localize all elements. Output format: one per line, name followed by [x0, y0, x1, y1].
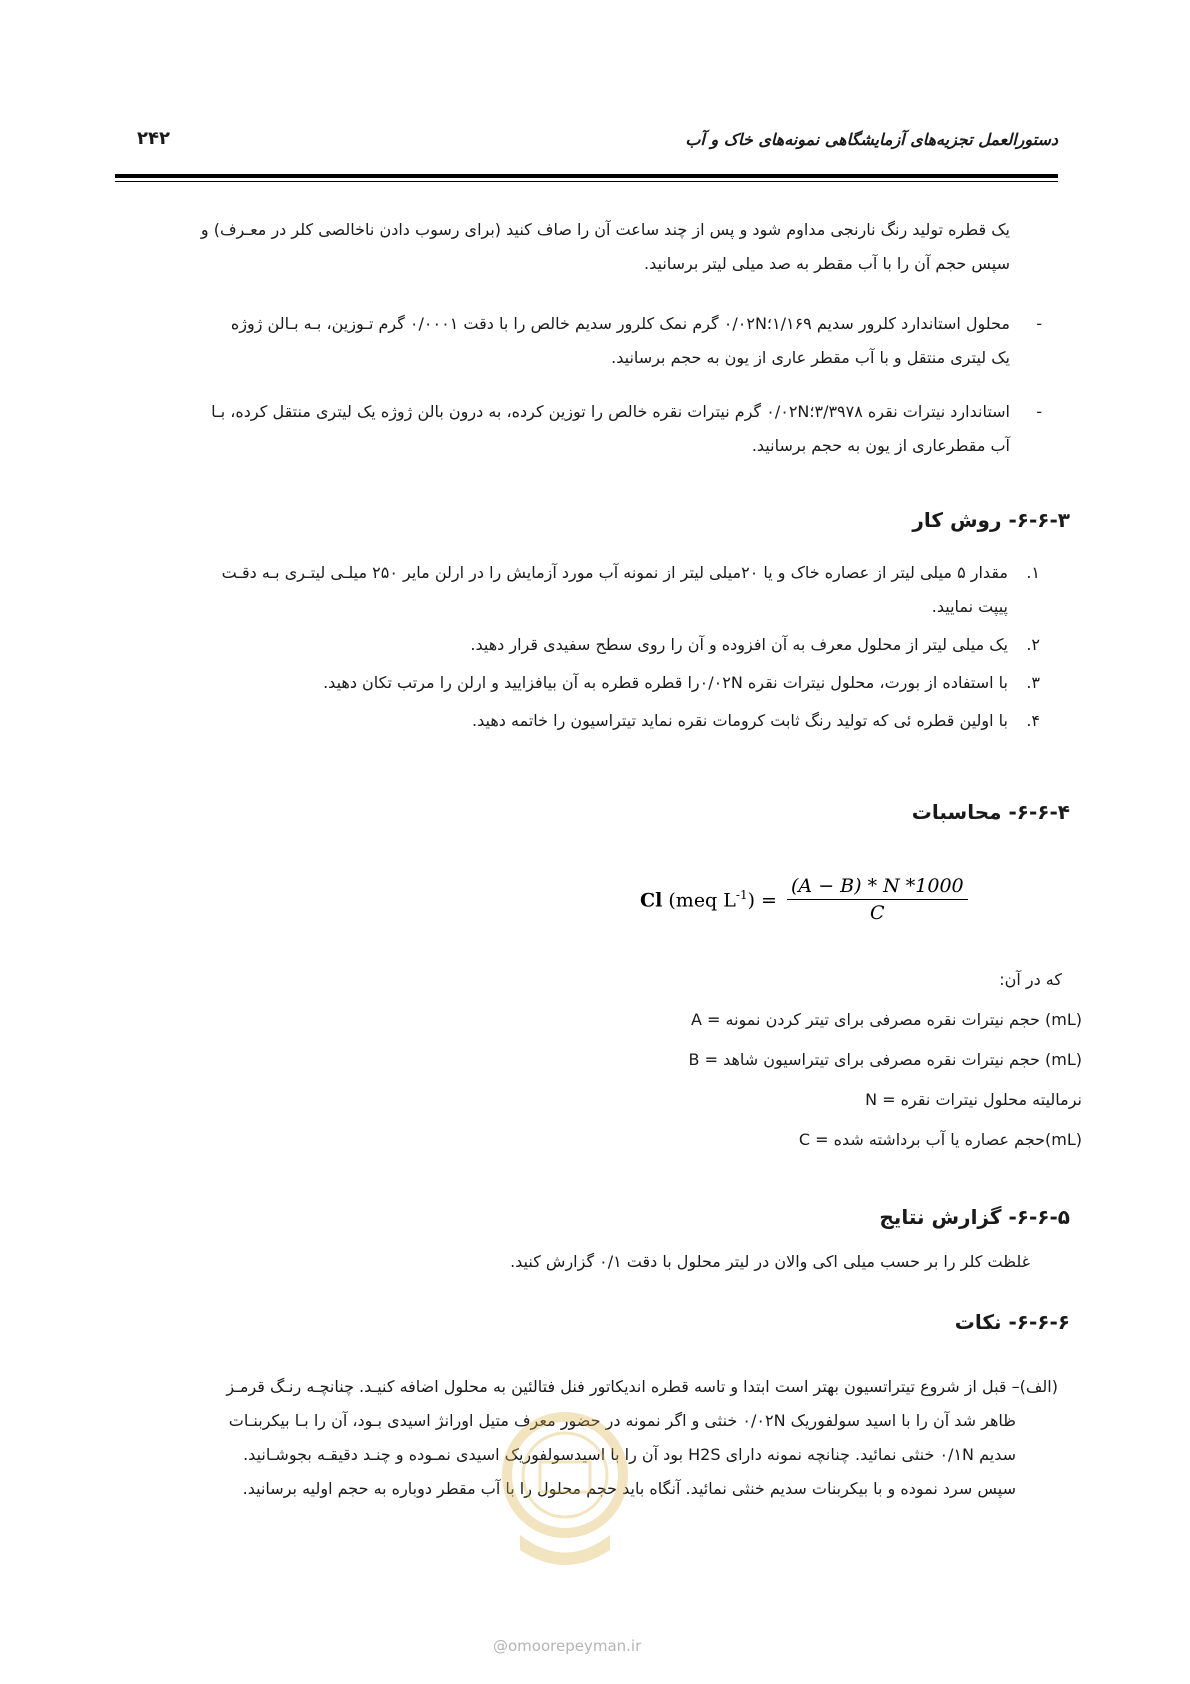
- procedure-step: [115, 666, 1040, 700]
- notes-line: ظاهر شد آن را با اسید سولفوریک ۰/۰۲N خنثی و اگر نمونه در حضور معرف متیل اورانژ اسیدی بـود، آن را بـا بیکربنـات: [228, 1411, 1016, 1430]
- procedure-step: [115, 628, 1040, 662]
- definition-text: A = حجم نیترات نقره مصرفی برای تیتر کردن نمونه (mL): [690, 1010, 1082, 1029]
- watermark-url: @omoorepeyman.ir: [493, 1637, 642, 1655]
- bullet-marker: -: [1036, 402, 1042, 421]
- step-number: ۱.: [1026, 563, 1040, 582]
- step-line: با استفاده از بورت، محلول نیترات نقره ۰/۰۲Nرا قطره قطره به آن بیافزایید و ارلن را مرتب تکان دهید.: [323, 673, 1008, 692]
- procedure-steps: [115, 556, 1040, 742]
- section-heading-report: ۶-۶-۵- گزارش نتایج: [879, 1205, 1070, 1229]
- step-line: یک میلی لیتر از محلول معرف به آن افزوده و آن را روی سطح سفیدی قرار دهید.: [470, 635, 1008, 654]
- watermark-scale: [540, 1462, 590, 1492]
- formula-symbol: Cl: [640, 889, 663, 912]
- definition-item: [689, 1120, 1082, 1160]
- bullet-marker: -: [1036, 314, 1042, 333]
- step-number: ۲.: [1026, 635, 1040, 654]
- chloride-formula: [640, 875, 968, 924]
- definition-item: [689, 1040, 1082, 1080]
- intro-line: سپس حجم آن را با آب مقطر به صد میلی لیتر برسانید.: [644, 254, 1010, 273]
- section-heading-calculations: ۶-۶-۴- محاسبات: [911, 800, 1070, 824]
- bullet-line: استاندارد نیترات نقره ۳/۳۹۷۸؛۰/۰۲N گرم نیترات نقره خالص را توزین کرده، به درون بالن ژوژه یک لیتری منتقل کرده، بـا: [211, 402, 1010, 421]
- step-line: با اولین قطره ئی که تولید رنگ ثابت کرومات نقره نماید تیتراسیون را خاتمه دهید.: [472, 711, 1008, 730]
- bullet-item-nacl-standard: [115, 307, 1042, 375]
- step-line: پیپت نمایید.: [931, 597, 1008, 616]
- notes-line: سدیم ۰/۱N خنثی نمائید. چنانچه نمونه دارای H2S بود آن را با اسیدسولفوریک اسیدی نمـوده و چنـد دقیقـه بجوشـانید.: [243, 1445, 1016, 1464]
- bullet-item-agno3-standard: [115, 395, 1042, 463]
- formula-lhs: [640, 888, 777, 911]
- definitions-intro: که در آن:: [999, 970, 1062, 989]
- step-number: ۴.: [1026, 711, 1040, 730]
- section-heading-procedure: ۶-۶-۳- روش کار: [912, 508, 1070, 532]
- intro-paragraph: [115, 213, 1010, 281]
- definition-item: [689, 1000, 1082, 1040]
- procedure-step: [115, 704, 1040, 738]
- variable-definitions: [688, 960, 1082, 1160]
- running-header-title: دستورالعمل تجزیه‌های آزمایشگاهی نمونه‌های خاک و آب: [685, 130, 1058, 149]
- formula-unit-exponent: -1: [735, 887, 748, 902]
- definition-text: N = نرمالیته محلول نیترات نقره: [865, 1090, 1082, 1109]
- procedure-step: [115, 556, 1040, 624]
- bullet-line: یک لیتری منتقل و با آب مقطر عاری از یون به حجم برسانید.: [611, 348, 1010, 367]
- step-line: مقدار ۵ میلی لیتر از عصاره خاک و یا ۲۰میلی لیتر از نمونه آب مورد آزمایش را در ارلن مایر ۲۵۰ میلـی لیتـری بـه دقـت: [221, 563, 1008, 582]
- notes-line: سپس سرد نموده و با بیکربنات سدیم خنثی نمائید. آنگاه باید حجم محلول را با آب مقطر دوباره به حجم اولیه برسانید.: [242, 1479, 1016, 1498]
- page-number: ۲۴۲: [137, 128, 170, 149]
- watermark-inner-ring: [523, 1433, 607, 1517]
- step-number: ۳.: [1026, 673, 1040, 692]
- definition-item: [689, 1080, 1082, 1120]
- section-heading-notes: ۶-۶-۶- نکات: [954, 1310, 1070, 1334]
- definition-text: B = حجم نیترات نقره مصرفی برای تیتراسیون شاهد (mL): [688, 1050, 1082, 1069]
- intro-line: یک قطره تولید رنگ نارنجی مداوم شود و پس از چند ساعت آن را صاف کنید (برای رسوب دادن ناخالصی کلر در معـرف) و: [200, 220, 1010, 239]
- bullet-line: آب مقطرعاری از یون به حجم برسانید.: [751, 436, 1010, 455]
- formula-denominator: C: [870, 902, 885, 924]
- definition-text: C = حجم عصاره یا آب برداشته شده(mL): [798, 1130, 1082, 1149]
- formula-numerator: (A − B) * N *1000: [787, 875, 968, 900]
- bullet-line: محلول استاندارد کلرور سدیم ۱/۱۶۹؛۰/۰۲N گرم نمک کلرور سدیم خالص را با دقت ۰/۰۰۰۱ گرم تـوزین، بـه بـالن ژوژه: [230, 314, 1010, 333]
- header-rule-thick: [115, 174, 1058, 178]
- formula-fraction: [787, 875, 968, 924]
- report-text: غلظت کلر را بر حسب میلی اکی والان در لیتر محلول با دقت ۰/۱ گزارش کنید.: [510, 1252, 1030, 1271]
- watermark-ribbon: [520, 1535, 610, 1565]
- notes-line: (الف)– قبل از شروع تیتراتسیون بهتر است ابتدا و تاسه قطره اندیکاتور فنل فتالئین به محلول اضافه کنیـد. چنانچـه رنـگ قرمـز: [226, 1377, 1058, 1396]
- watermark-logo-icon: [500, 1410, 630, 1570]
- header-rule-thin: [115, 181, 1058, 182]
- formula-unit-close: ) =: [747, 889, 777, 912]
- formula-unit-open: (meq L: [662, 889, 736, 912]
